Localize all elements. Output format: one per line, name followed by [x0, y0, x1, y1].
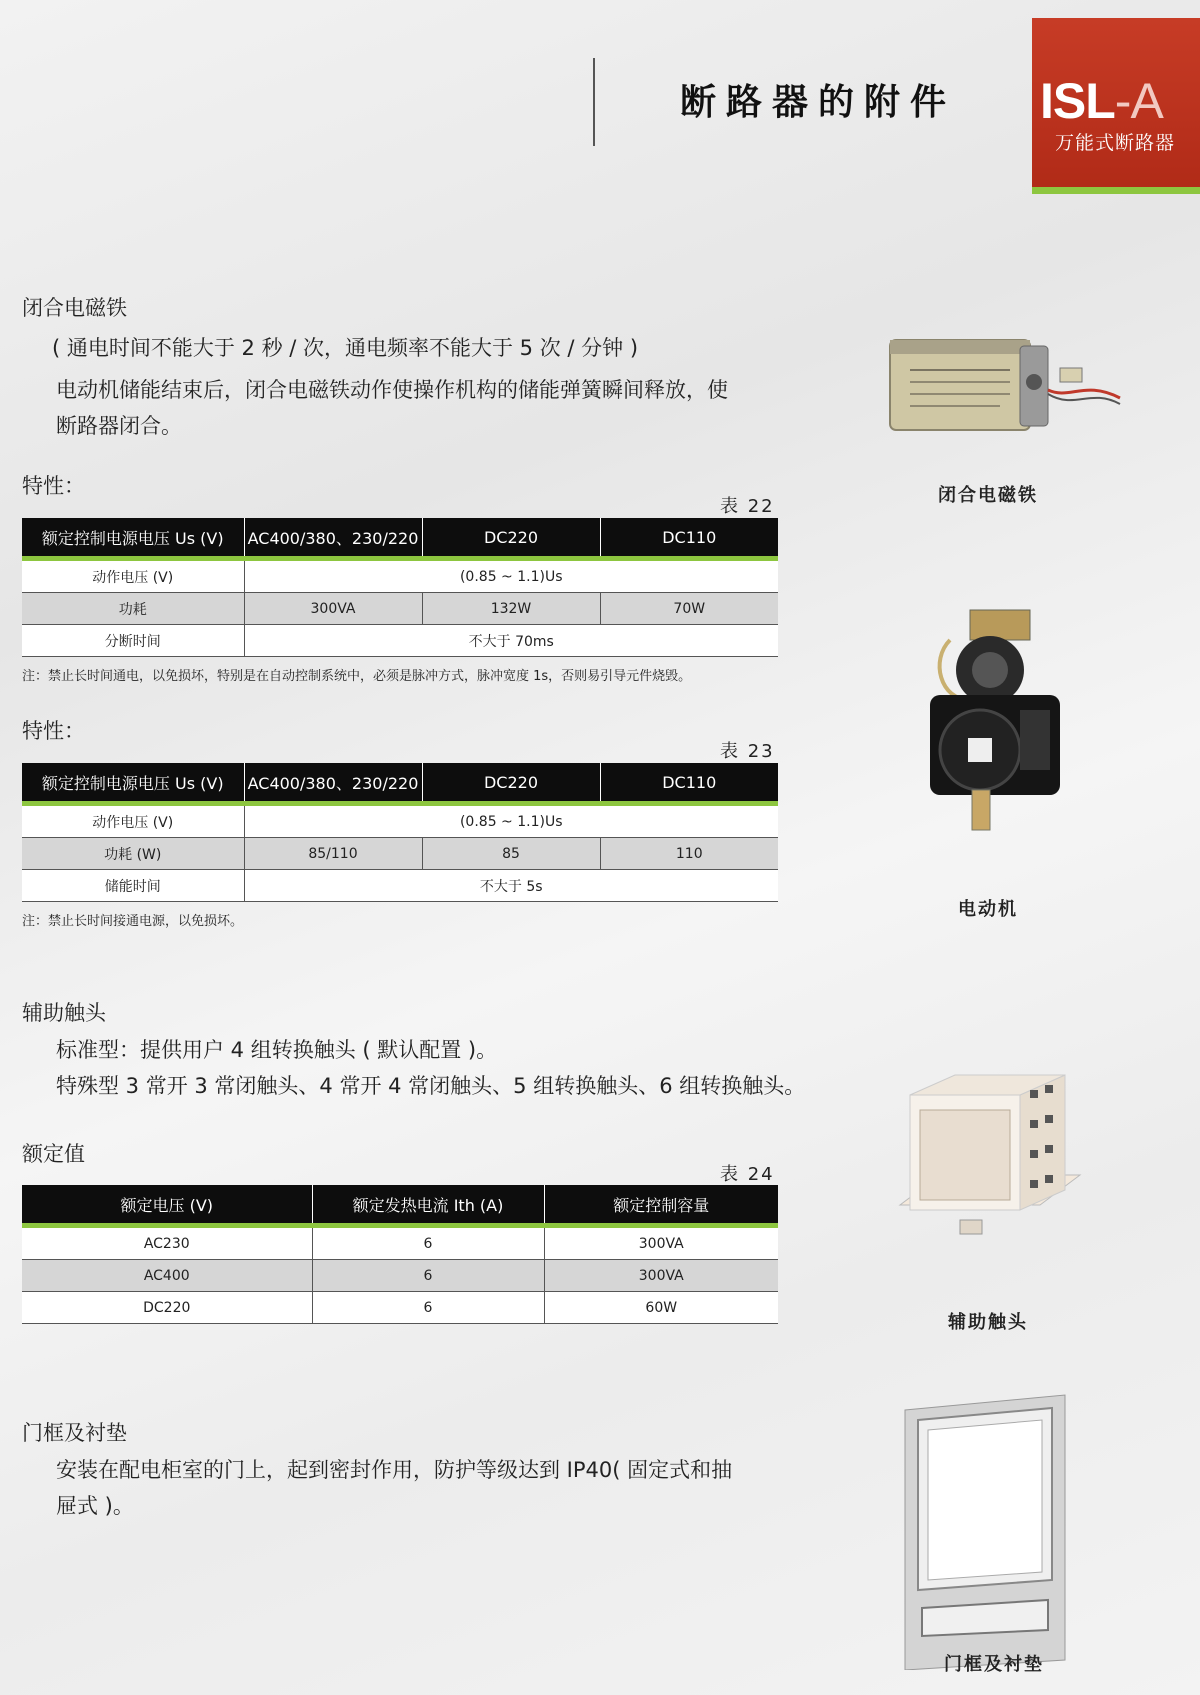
page-title: 断路器的附件: [680, 82, 957, 123]
table-row: [22, 593, 778, 625]
table-header-cell: AC400/380、230/220: [244, 763, 422, 801]
brand-logo-text: ISL-A: [1040, 73, 1163, 129]
table-cell: 132W: [422, 593, 600, 625]
closing-magnet-desc-2: 断路器闭合。: [56, 414, 182, 438]
table-cell: 300VA: [244, 593, 422, 625]
section-heading-aux-contact: 辅助触头: [22, 1001, 106, 1025]
table-row: [22, 1228, 778, 1260]
table-header-cell: DC110: [600, 518, 778, 556]
table-cell: 不大于 5s: [244, 870, 778, 902]
table-header-row: [22, 763, 778, 801]
table-cell: 6: [312, 1260, 544, 1292]
table-header-cell: DC110: [600, 763, 778, 801]
table-header-cell: 额定控制容量: [544, 1185, 778, 1223]
table-header-cell: 额定电压 (V): [22, 1185, 312, 1223]
table-cell: AC400: [22, 1260, 312, 1292]
table-cell: 60W: [544, 1292, 778, 1324]
table-header-cell: 额定发热电流 Ith (A): [312, 1185, 544, 1223]
characteristics-heading-1: 特性：: [22, 474, 85, 498]
table-header-row: [22, 518, 778, 556]
table-23: [22, 763, 778, 902]
closing-magnet-desc-1: 电动机储能结束后，闭合电磁铁动作使操作机构的储能弹簧瞬间释放，使: [56, 378, 728, 402]
table-number-23: 表 23: [720, 741, 775, 762]
table-row: [22, 1260, 778, 1292]
table-cell: 6: [312, 1228, 544, 1260]
rated-values-heading: 额定值: [22, 1142, 85, 1166]
table-header-cell: DC220: [422, 763, 600, 801]
table-row: [22, 625, 778, 657]
table-row: [22, 1292, 778, 1324]
caption-motor: 电动机: [958, 899, 1018, 920]
door-frame-image: [900, 1390, 1070, 1670]
door-frame-desc-1: 安装在配电柜室的门上，起到密封作用，防护等级达到 IP40( 固定式和抽: [56, 1458, 733, 1482]
section-heading-door-frame: 门框及衬垫: [22, 1421, 127, 1445]
table-header-row: [22, 1185, 778, 1223]
aux-contact-special: 特殊型 3 常开 3 常闭触头、4 常开 4 常闭触头、5 组转换触头、6 组转换触头。: [56, 1074, 806, 1098]
table-cell: 分断时间: [22, 625, 244, 657]
motor-image: [910, 600, 1070, 840]
table-number-24: 表 24: [720, 1164, 775, 1185]
aux-contact-standard: 标准型：提供用户 4 组转换触头 ( 默认配置 )。: [56, 1038, 498, 1062]
table-cell: 动作电压 (V): [22, 561, 244, 593]
table-cell: 功耗: [22, 593, 244, 625]
table-header-cell: 额定控制电源电压 Us (V): [22, 763, 244, 801]
table-number-22: 表 22: [720, 496, 775, 517]
table-cell: (0.85 ~ 1.1)Us: [244, 561, 778, 593]
table-cell: AC230: [22, 1228, 312, 1260]
table-cell: 85/110: [244, 838, 422, 870]
table-header-cell: DC220: [422, 518, 600, 556]
caption-aux-contact: 辅助触头: [948, 1312, 1028, 1333]
section-heading-closing-magnet: 闭合电磁铁: [22, 296, 127, 320]
table-cell: (0.85 ~ 1.1)Us: [244, 806, 778, 838]
table-cell: 储能时间: [22, 870, 244, 902]
table-23-note: 注：禁止长时间接通电源，以免损坏。: [22, 914, 244, 929]
table-cell: 不大于 70ms: [244, 625, 778, 657]
caption-door-frame: 门框及衬垫: [944, 1654, 1044, 1675]
table-row: [22, 806, 778, 838]
closing-magnet-image: [870, 320, 1130, 450]
table-header-cell: AC400/380、230/220: [244, 518, 422, 556]
table-row: [22, 838, 778, 870]
door-frame-desc-2: 屉式 )。: [56, 1494, 134, 1518]
table-24: [22, 1185, 778, 1324]
table-cell: DC220: [22, 1292, 312, 1324]
table-header-cell: 额定控制电源电压 Us (V): [22, 518, 244, 556]
brand-logo-subtitle: 万能式断路器: [1055, 132, 1176, 154]
table-cell: 动作电压 (V): [22, 806, 244, 838]
table-cell: 功耗 (W): [22, 838, 244, 870]
table-row: [22, 870, 778, 902]
table-cell: 110: [600, 838, 778, 870]
table-22-note: 注：禁止长时间通电，以免损坏，特别是在自动控制系统中，必须是脉冲方式，脉冲宽度 1s，否则易引导元件烧毁。: [22, 669, 692, 684]
table-cell: 70W: [600, 593, 778, 625]
aux-contact-image: [890, 1055, 1090, 1255]
table-cell: 300VA: [544, 1228, 778, 1260]
table-cell: 6: [312, 1292, 544, 1324]
header-divider: [593, 58, 595, 146]
characteristics-heading-2: 特性：: [22, 719, 85, 743]
table-row: [22, 561, 778, 593]
table-cell: 85: [422, 838, 600, 870]
brand-logo-stripe: [1032, 187, 1200, 194]
caption-closing-magnet: 闭合电磁铁: [938, 485, 1038, 506]
closing-magnet-limit: ( 通电时间不能大于 2 秒 / 次，通电频率不能大于 5 次 / 分钟 ): [52, 336, 639, 360]
table-cell: 300VA: [544, 1260, 778, 1292]
table-22: [22, 518, 778, 657]
